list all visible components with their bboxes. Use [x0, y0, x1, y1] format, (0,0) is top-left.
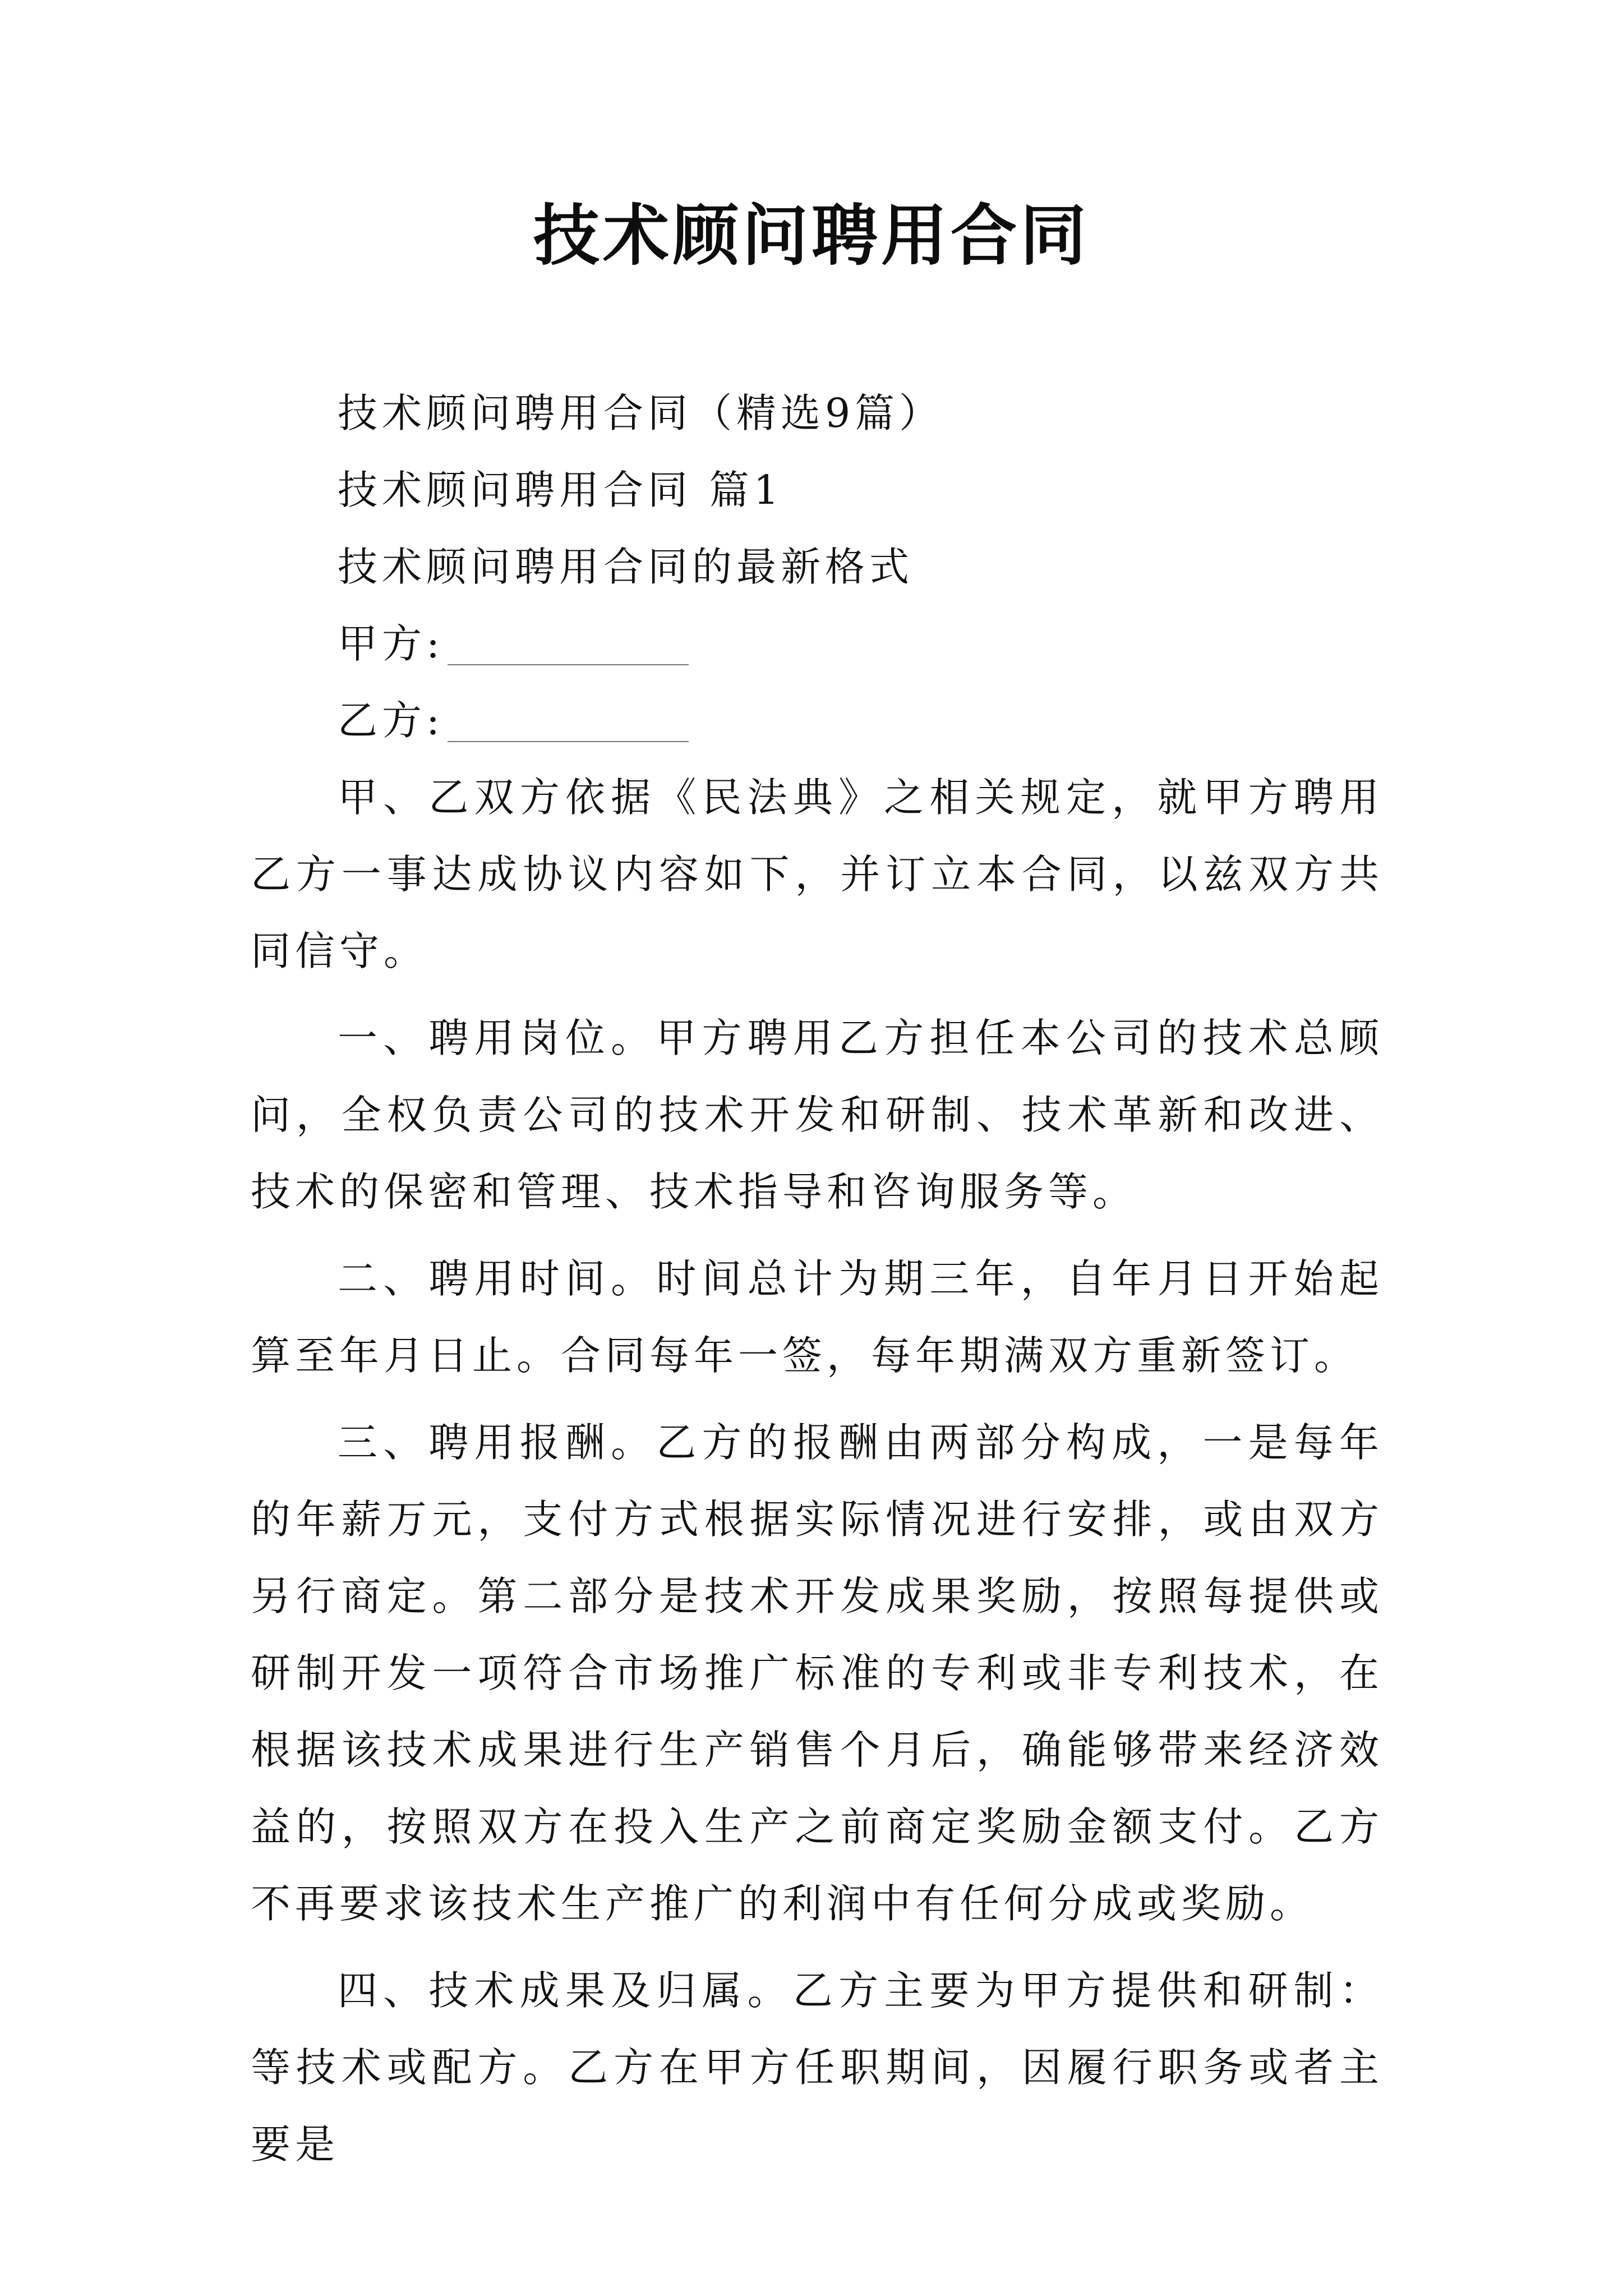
- document-body: [251, 375, 1384, 2193]
- document-title: 技术顾问聘用合同: [533, 197, 1090, 274]
- paragraph-ownership: 四、技术成果及归属。乙方主要为甲方提供和研制：等技术或配方。乙方在甲方任职期间，因履行职务或者主要是: [251, 1967, 1384, 2168]
- section-heading: 技术顾问聘用合同 篇1: [338, 467, 783, 513]
- paragraph-compensation: 三、聘用报酬。乙方的报酬由两部分构成，一是每年的年薪万元，支付方式根据实际情况进行安排，或由双方另行商定。第二部分是技术开发成果奖励，按照每提供或研制开发一项符合市场推广标准的专利或非专利技术，在根据该技术成果进行生产销售个月后，确能够带来经济效益的，按照双方在投入生产之前商定奖励金额支付。乙方不再要求该技术生产推广的利润中有任何分成或奖励。: [251, 1419, 1384, 1927]
- format-heading: 技术顾问聘用合同的最新格式: [338, 544, 914, 590]
- party-b-line: [251, 682, 1384, 759]
- paragraph-position: 一、聘用岗位。甲方聘用乙方担任本公司的技术总顾问，全权负责公司的技术开发和研制、技术革新和改进、技术的保密和管理、技术指导和咨询服务等。: [251, 1015, 1384, 1215]
- paragraph-term: 二、聘用时间。时间总计为期三年，自年月日开始起算至年月日止。合同每年一签，每年期满双方重新签订。: [251, 1255, 1384, 1379]
- party-b-blank: [448, 740, 689, 742]
- party-a-blank: [448, 664, 689, 665]
- document-subtitle: 技术顾问聘用合同（精选9篇）: [338, 390, 944, 436]
- paragraph-intro: 甲、乙双方依据《民法典》之相关规定，就甲方聘用乙方一事达成协议内容如下，并订立本合同，以兹双方共同信守。: [251, 774, 1384, 974]
- party-a-line: [251, 605, 1384, 682]
- party-b-label: 乙方:: [338, 697, 444, 744]
- party-a-label: 甲方:: [338, 620, 444, 667]
